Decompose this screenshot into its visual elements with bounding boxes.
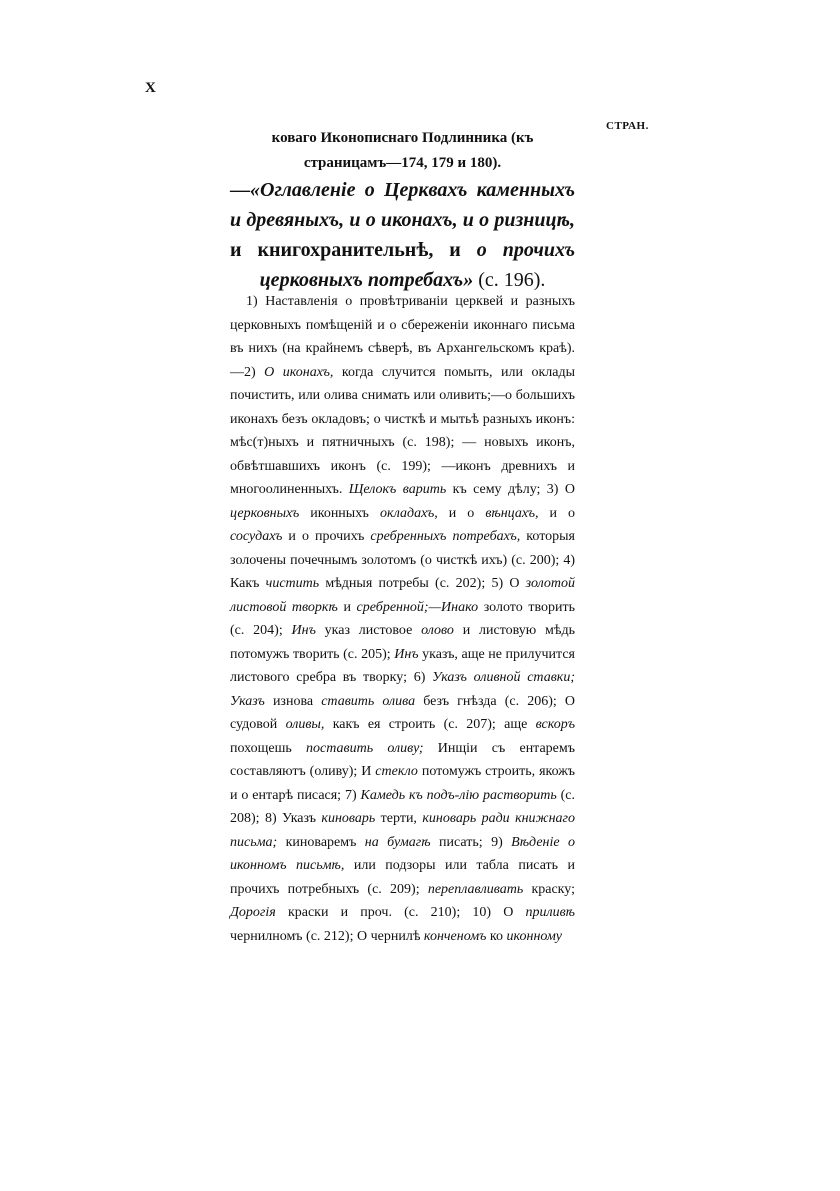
- body-italic-segment: ставить олива: [321, 693, 416, 709]
- body-segment: указ листовое: [315, 623, 422, 638]
- body-italic-segment: олово: [421, 623, 454, 638]
- body-segment: иконныхъ: [299, 505, 380, 521]
- body-italic-segment: Инъ: [394, 646, 419, 662]
- column-header: СТРАН.: [606, 120, 649, 132]
- body-segment: чернилномъ (с. 212); О чернилѣ: [230, 928, 424, 944]
- body-segment: золото творить (с. 204);: [230, 599, 575, 638]
- body-segment: ко: [486, 928, 507, 944]
- entry-title-italic: «Оглавленіе о Церквахъ каменныхъ и древяныхъ, и о иконахъ, и о ризницѣ,: [230, 179, 575, 231]
- body-italic-segment: окладахъ,: [379, 505, 438, 521]
- body-segment: и о: [538, 505, 576, 521]
- body-italic-segment: чистить: [265, 576, 320, 591]
- continuation-text: коваго Иконописнаго Подлинника (къ страницамъ—174, 179 и 180).: [271, 130, 534, 171]
- body-italic-segment: киноварь ради книжнаго письма;: [230, 811, 575, 850]
- body-italic-segment: поставить оливу;: [306, 740, 424, 756]
- body-italic-segment: оливы,: [285, 717, 325, 732]
- body-italic-segment: киноварь: [321, 811, 376, 826]
- body-segment: Инщіи съ ентаремъ составляютъ (оливу); И: [230, 740, 575, 779]
- body-italic-segment: вскоръ: [535, 717, 575, 732]
- body-italic-segment: переплавливать: [427, 881, 524, 897]
- body-segment: и о: [437, 505, 486, 521]
- body-segment: краску;: [523, 881, 575, 897]
- body-italic-segment: Инъ: [291, 623, 316, 638]
- body-italic-segment: золотой листовой творкѣ: [230, 576, 575, 615]
- entry-page-ref: (с. 196).: [473, 269, 546, 291]
- body-italic-segment: на бумагѣ: [364, 834, 431, 850]
- body-italic-segment: иконному: [506, 928, 563, 944]
- body-italic-segment: церковныхъ: [230, 505, 300, 521]
- body-segment: киноваремъ: [277, 834, 365, 850]
- body-segment: которыя золочены почечнымъ золотомъ (о чисткѣ ихъ) (с. 200); 4) Какъ: [230, 529, 575, 591]
- body-segment: мѣдныя потребы (с. 202); 5) О: [319, 576, 526, 591]
- body-segment: похощешь: [230, 740, 307, 756]
- body-segment: потомужъ строить, якожъ и о ентарѣ писася; 7): [230, 764, 575, 803]
- body-paragraph: [230, 290, 575, 948]
- body-italic-segment: Указъ оливной ставки;: [432, 670, 575, 685]
- body-segment: когда случится помыть, или оклады почистить, или олива снимать или оливить;—о большихъ иконахъ безъ окладовъ; о чисткѣ и мытьѣ разныхъ иконъ: мѣс(т)ныхъ и пятничныхъ (с. 198); — новыхъ иконъ, обвѣтшавшихъ иконъ (с. 199); —иконъ древнихъ и многоолиненныхъ.: [230, 364, 575, 497]
- body-segment: указъ, аще не прилучится листового сребра въ творку; 6): [230, 646, 575, 685]
- body-italic-segment: приливѣ: [525, 905, 575, 920]
- body-italic-segment: сребренныхъ потребахъ,: [370, 529, 521, 544]
- body-segment: и листовую мѣдь потомужъ творить (с. 205);: [230, 623, 575, 662]
- body-italic-segment: О иконахъ,: [264, 364, 334, 380]
- entry-dash: —: [230, 179, 250, 201]
- body-italic-segment: Камедь къ подъ-лію растворить: [360, 787, 557, 803]
- body-italic-segment: стекло: [375, 764, 418, 779]
- page-number: X: [145, 80, 156, 96]
- body-italic-segment: Щелокъ варить: [348, 482, 447, 497]
- body-segment: писать; 9): [430, 834, 512, 850]
- body-segment: безъ гнѣзда (с. 206); О судовой: [230, 693, 575, 732]
- body-segment: и о прочихъ: [282, 529, 371, 544]
- body-italic-segment: конченомъ: [423, 928, 487, 944]
- body-segment: къ сему дѣлу; 3) О: [446, 482, 576, 497]
- body-italic-segment: сребренной;—Инако: [356, 599, 479, 615]
- body-italic-segment: сосудахъ: [230, 529, 283, 544]
- body-segment: какъ ея строить (с. 207); аще: [324, 717, 536, 732]
- entry-title-mid: и книгохранительнѣ, и: [230, 239, 477, 261]
- body-italic-segment: Указъ: [230, 693, 265, 709]
- body-segment: (с. 208); 8) Указъ: [230, 787, 575, 826]
- body-segment: краски и проч. (с. 210); 10) О: [275, 905, 526, 920]
- body-segment: терти,: [375, 811, 423, 826]
- body-italic-segment: Вѣденіе о иконномъ письмѣ,: [230, 834, 576, 873]
- body-segment: и: [337, 599, 357, 615]
- body-italic-segment: Дорогія: [230, 905, 276, 920]
- entry-heading: [230, 175, 575, 295]
- body-segment: изнова: [264, 693, 322, 709]
- body-italic-segment: вѣнцахъ,: [485, 505, 539, 521]
- body-segment: или подзоры или табла писать и прочихъ потребныхъ (с. 209);: [230, 858, 575, 897]
- body-segment: 1) Наставленія о провѣтриваніи церквей и разныхъ церковныхъ помѣщеній и о сбереженіи иконнаго письма въ нихъ (на крайнемъ сѣверѣ, въ Архангельскомъ краѣ).—2): [230, 294, 575, 380]
- entry-title-italic-2: о прочихъ церковныхъ потребахъ»: [259, 239, 576, 291]
